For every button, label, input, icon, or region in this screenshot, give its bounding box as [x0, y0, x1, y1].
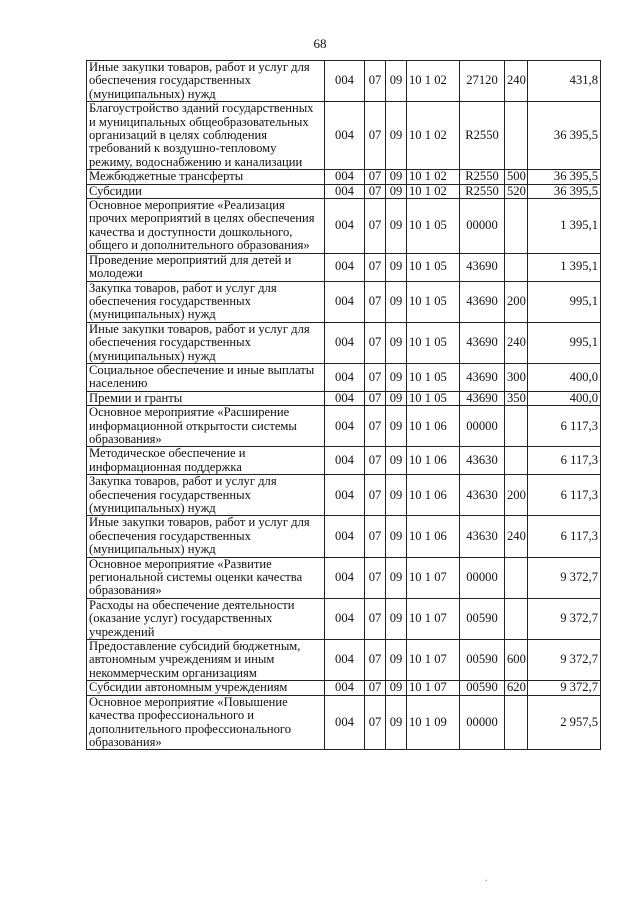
row-grbs-cell: 004: [325, 102, 365, 170]
row-grbs-cell: 004: [325, 557, 365, 598]
row-section-cell: 07: [365, 363, 386, 391]
row-target-article-program-cell: 10 1 06: [407, 475, 460, 516]
row-target-article-code-cell: 00000: [460, 557, 505, 598]
row-target-article-program-cell: 10 1 06: [407, 406, 460, 447]
row-grbs-cell: 004: [325, 681, 365, 695]
row-target-article-code-cell: 43690: [460, 363, 505, 391]
row-amount-cell: 400,0: [528, 391, 601, 405]
row-target-article-code-cell: 43630: [460, 516, 505, 557]
row-target-article-program-cell: 10 1 05: [407, 391, 460, 405]
row-expense-type-cell: [505, 199, 528, 254]
row-grbs-cell: 004: [325, 281, 365, 322]
row-expense-type-cell: 240: [505, 516, 528, 557]
row-expense-type-cell: 200: [505, 475, 528, 516]
table-row: [87, 102, 601, 170]
row-section-cell: 07: [365, 557, 386, 598]
row-target-article-program-cell: 10 1 09: [407, 695, 460, 750]
row-amount-cell: 9 372,7: [528, 640, 601, 681]
row-target-article-program-cell: 10 1 05: [407, 322, 460, 363]
row-section-cell: 07: [365, 391, 386, 405]
row-target-article-code-cell: 00000: [460, 695, 505, 750]
row-section-cell: 07: [365, 253, 386, 281]
row-target-article-program-cell: 10 1 07: [407, 640, 460, 681]
row-target-article-program-cell: 10 1 06: [407, 516, 460, 557]
table-body: [87, 61, 601, 750]
row-target-article-program-cell: 10 1 05: [407, 363, 460, 391]
row-section-cell: 07: [365, 447, 386, 475]
table-row: [87, 281, 601, 322]
row-target-article-code-cell: 43690: [460, 391, 505, 405]
row-expense-type-cell: 500: [505, 170, 528, 184]
row-target-article-program-cell: 10 1 07: [407, 598, 460, 639]
row-name-cell: Методическое обеспечение и информационная поддержка: [87, 447, 325, 475]
row-subsection-cell: 09: [386, 199, 407, 254]
row-amount-cell: 6 117,3: [528, 516, 601, 557]
row-grbs-cell: 004: [325, 61, 365, 102]
row-amount-cell: 36 395,5: [528, 170, 601, 184]
row-expense-type-cell: [505, 406, 528, 447]
row-expense-type-cell: [505, 102, 528, 170]
row-grbs-cell: 004: [325, 516, 365, 557]
scan-mark: .: [485, 873, 488, 884]
page-number: 68: [313, 36, 327, 51]
row-grbs-cell: 004: [325, 475, 365, 516]
row-target-article-program-cell: 10 1 05: [407, 253, 460, 281]
row-subsection-cell: 09: [386, 695, 407, 750]
row-expense-type-cell: 600: [505, 640, 528, 681]
row-amount-cell: 36 395,5: [528, 102, 601, 170]
row-name-cell: Основное мероприятие «Расширение информационной открытости системы образования»: [87, 406, 325, 447]
row-section-cell: 07: [365, 406, 386, 447]
row-target-article-program-cell: 10 1 02: [407, 102, 460, 170]
row-name-cell: Проведение мероприятий для детей и молодежи: [87, 253, 325, 281]
row-subsection-cell: 09: [386, 363, 407, 391]
row-target-article-code-cell: 00590: [460, 640, 505, 681]
row-target-article-code-cell: 43690: [460, 322, 505, 363]
row-expense-type-cell: 240: [505, 322, 528, 363]
row-expense-type-cell: 620: [505, 681, 528, 695]
row-section-cell: 07: [365, 199, 386, 254]
row-target-article-code-cell: 00000: [460, 199, 505, 254]
row-amount-cell: 1 395,1: [528, 253, 601, 281]
row-subsection-cell: 09: [386, 516, 407, 557]
row-expense-type-cell: 240: [505, 61, 528, 102]
row-name-cell: Закупка товаров, работ и услуг для обеспечения государственных (муниципальных) нужд: [87, 281, 325, 322]
table-row: [87, 516, 601, 557]
table-row: [87, 391, 601, 405]
row-expense-type-cell: [505, 253, 528, 281]
table-row: [87, 170, 601, 184]
row-amount-cell: 6 117,3: [528, 475, 601, 516]
row-name-cell: Межбюджетные трансферты: [87, 170, 325, 184]
row-target-article-program-cell: 10 1 06: [407, 447, 460, 475]
row-amount-cell: 400,0: [528, 363, 601, 391]
table-row: [87, 199, 601, 254]
row-target-article-code-cell: 43690: [460, 281, 505, 322]
row-subsection-cell: 09: [386, 253, 407, 281]
row-subsection-cell: 09: [386, 322, 407, 363]
row-expense-type-cell: 300: [505, 363, 528, 391]
row-target-article-program-cell: 10 1 02: [407, 61, 460, 102]
row-grbs-cell: 004: [325, 391, 365, 405]
row-name-cell: Иные закупки товаров, работ и услуг для обеспечения государственных (муниципальных) нужд: [87, 322, 325, 363]
row-target-article-code-cell: 00000: [460, 406, 505, 447]
row-name-cell: Основное мероприятие «Развитие региональной системы оценки качества образования»: [87, 557, 325, 598]
row-subsection-cell: 09: [386, 102, 407, 170]
row-target-article-program-cell: 10 1 05: [407, 281, 460, 322]
row-section-cell: 07: [365, 695, 386, 750]
table-row: [87, 640, 601, 681]
row-section-cell: 07: [365, 281, 386, 322]
row-expense-type-cell: 200: [505, 281, 528, 322]
row-amount-cell: 1 395,1: [528, 199, 601, 254]
row-amount-cell: 431,8: [528, 61, 601, 102]
row-subsection-cell: 09: [386, 598, 407, 639]
table-row: [87, 681, 601, 695]
row-grbs-cell: 004: [325, 447, 365, 475]
row-section-cell: 07: [365, 475, 386, 516]
table-row: [87, 363, 601, 391]
row-name-cell: Субсидии: [87, 184, 325, 198]
row-subsection-cell: 09: [386, 184, 407, 198]
row-name-cell: Иные закупки товаров, работ и услуг для обеспечения государственных (муниципальных) нужд: [87, 61, 325, 102]
row-target-article-program-cell: 10 1 02: [407, 170, 460, 184]
row-section-cell: 07: [365, 516, 386, 557]
row-expense-type-cell: [505, 557, 528, 598]
table-row: [87, 184, 601, 198]
row-target-article-program-cell: 10 1 07: [407, 557, 460, 598]
row-subsection-cell: 09: [386, 406, 407, 447]
row-section-cell: 07: [365, 102, 386, 170]
table-row: [87, 322, 601, 363]
row-target-article-code-cell: 00590: [460, 598, 505, 639]
budget-table: [86, 60, 601, 750]
table-row: [87, 253, 601, 281]
row-target-article-code-cell: 43630: [460, 447, 505, 475]
row-target-article-program-cell: 10 1 02: [407, 184, 460, 198]
row-name-cell: Иные закупки товаров, работ и услуг для обеспечения государственных (муниципальных) нужд: [87, 516, 325, 557]
row-name-cell: Социальное обеспечение и иные выплаты населению: [87, 363, 325, 391]
table-row: [87, 475, 601, 516]
row-target-article-code-cell: 27120: [460, 61, 505, 102]
row-name-cell: Основное мероприятие «Реализация прочих мероприятий в целях обеспечения качества и доступности дошкольного, общего и дополнительного образования»: [87, 199, 325, 254]
row-name-cell: Благоустройство зданий государственных и муниципальных общеобразовательных организаций в целях соблюдения требований к воздушно-тепловому режиму, водоснабжению и канализации: [87, 102, 325, 170]
row-name-cell: Субсидии автономным учреждениям: [87, 681, 325, 695]
row-section-cell: 07: [365, 598, 386, 639]
table-row: [87, 61, 601, 102]
row-amount-cell: 995,1: [528, 322, 601, 363]
table-row: [87, 447, 601, 475]
row-grbs-cell: 004: [325, 170, 365, 184]
row-grbs-cell: 004: [325, 322, 365, 363]
row-amount-cell: 36 395,5: [528, 184, 601, 198]
row-target-article-code-cell: 43630: [460, 475, 505, 516]
row-expense-type-cell: [505, 447, 528, 475]
row-subsection-cell: 09: [386, 557, 407, 598]
table-row: [87, 406, 601, 447]
row-subsection-cell: 09: [386, 475, 407, 516]
row-expense-type-cell: [505, 598, 528, 639]
row-target-article-code-cell: R2550: [460, 102, 505, 170]
row-grbs-cell: 004: [325, 199, 365, 254]
row-subsection-cell: 09: [386, 391, 407, 405]
row-name-cell: Премии и гранты: [87, 391, 325, 405]
row-subsection-cell: 09: [386, 170, 407, 184]
row-target-article-code-cell: 43690: [460, 253, 505, 281]
row-grbs-cell: 004: [325, 253, 365, 281]
row-amount-cell: 995,1: [528, 281, 601, 322]
row-section-cell: 07: [365, 322, 386, 363]
row-target-article-program-cell: 10 1 07: [407, 681, 460, 695]
row-expense-type-cell: 350: [505, 391, 528, 405]
row-subsection-cell: 09: [386, 447, 407, 475]
row-amount-cell: 6 117,3: [528, 447, 601, 475]
row-name-cell: Расходы на обеспечение деятельности (оказание услуг) государственных учреждений: [87, 598, 325, 639]
row-target-article-code-cell: 00590: [460, 681, 505, 695]
row-grbs-cell: 004: [325, 184, 365, 198]
row-expense-type-cell: [505, 695, 528, 750]
row-name-cell: Основное мероприятие «Повышение качества профессионального и дополнительного профессионального образования»: [87, 695, 325, 750]
row-name-cell: Закупка товаров, работ и услуг для обеспечения государственных (муниципальных) нужд: [87, 475, 325, 516]
row-section-cell: 07: [365, 640, 386, 681]
row-target-article-program-cell: 10 1 05: [407, 199, 460, 254]
row-grbs-cell: 004: [325, 640, 365, 681]
row-section-cell: 07: [365, 170, 386, 184]
row-amount-cell: 9 372,7: [528, 681, 601, 695]
row-section-cell: 07: [365, 681, 386, 695]
row-name-cell: Предоставление субсидий бюджетным, автономным учреждениям и иным некоммерческим организациям: [87, 640, 325, 681]
row-subsection-cell: 09: [386, 681, 407, 695]
row-grbs-cell: 004: [325, 695, 365, 750]
row-amount-cell: 9 372,7: [528, 557, 601, 598]
row-grbs-cell: 004: [325, 406, 365, 447]
row-section-cell: 07: [365, 61, 386, 102]
row-grbs-cell: 004: [325, 363, 365, 391]
table-row: [87, 695, 601, 750]
row-grbs-cell: 004: [325, 598, 365, 639]
table-row: [87, 557, 601, 598]
row-subsection-cell: 09: [386, 640, 407, 681]
row-amount-cell: 9 372,7: [528, 598, 601, 639]
row-target-article-code-cell: R2550: [460, 184, 505, 198]
row-subsection-cell: 09: [386, 281, 407, 322]
row-amount-cell: 6 117,3: [528, 406, 601, 447]
table-row: [87, 598, 601, 639]
row-subsection-cell: 09: [386, 61, 407, 102]
row-amount-cell: 2 957,5: [528, 695, 601, 750]
row-target-article-code-cell: R2550: [460, 170, 505, 184]
row-expense-type-cell: 520: [505, 184, 528, 198]
row-section-cell: 07: [365, 184, 386, 198]
